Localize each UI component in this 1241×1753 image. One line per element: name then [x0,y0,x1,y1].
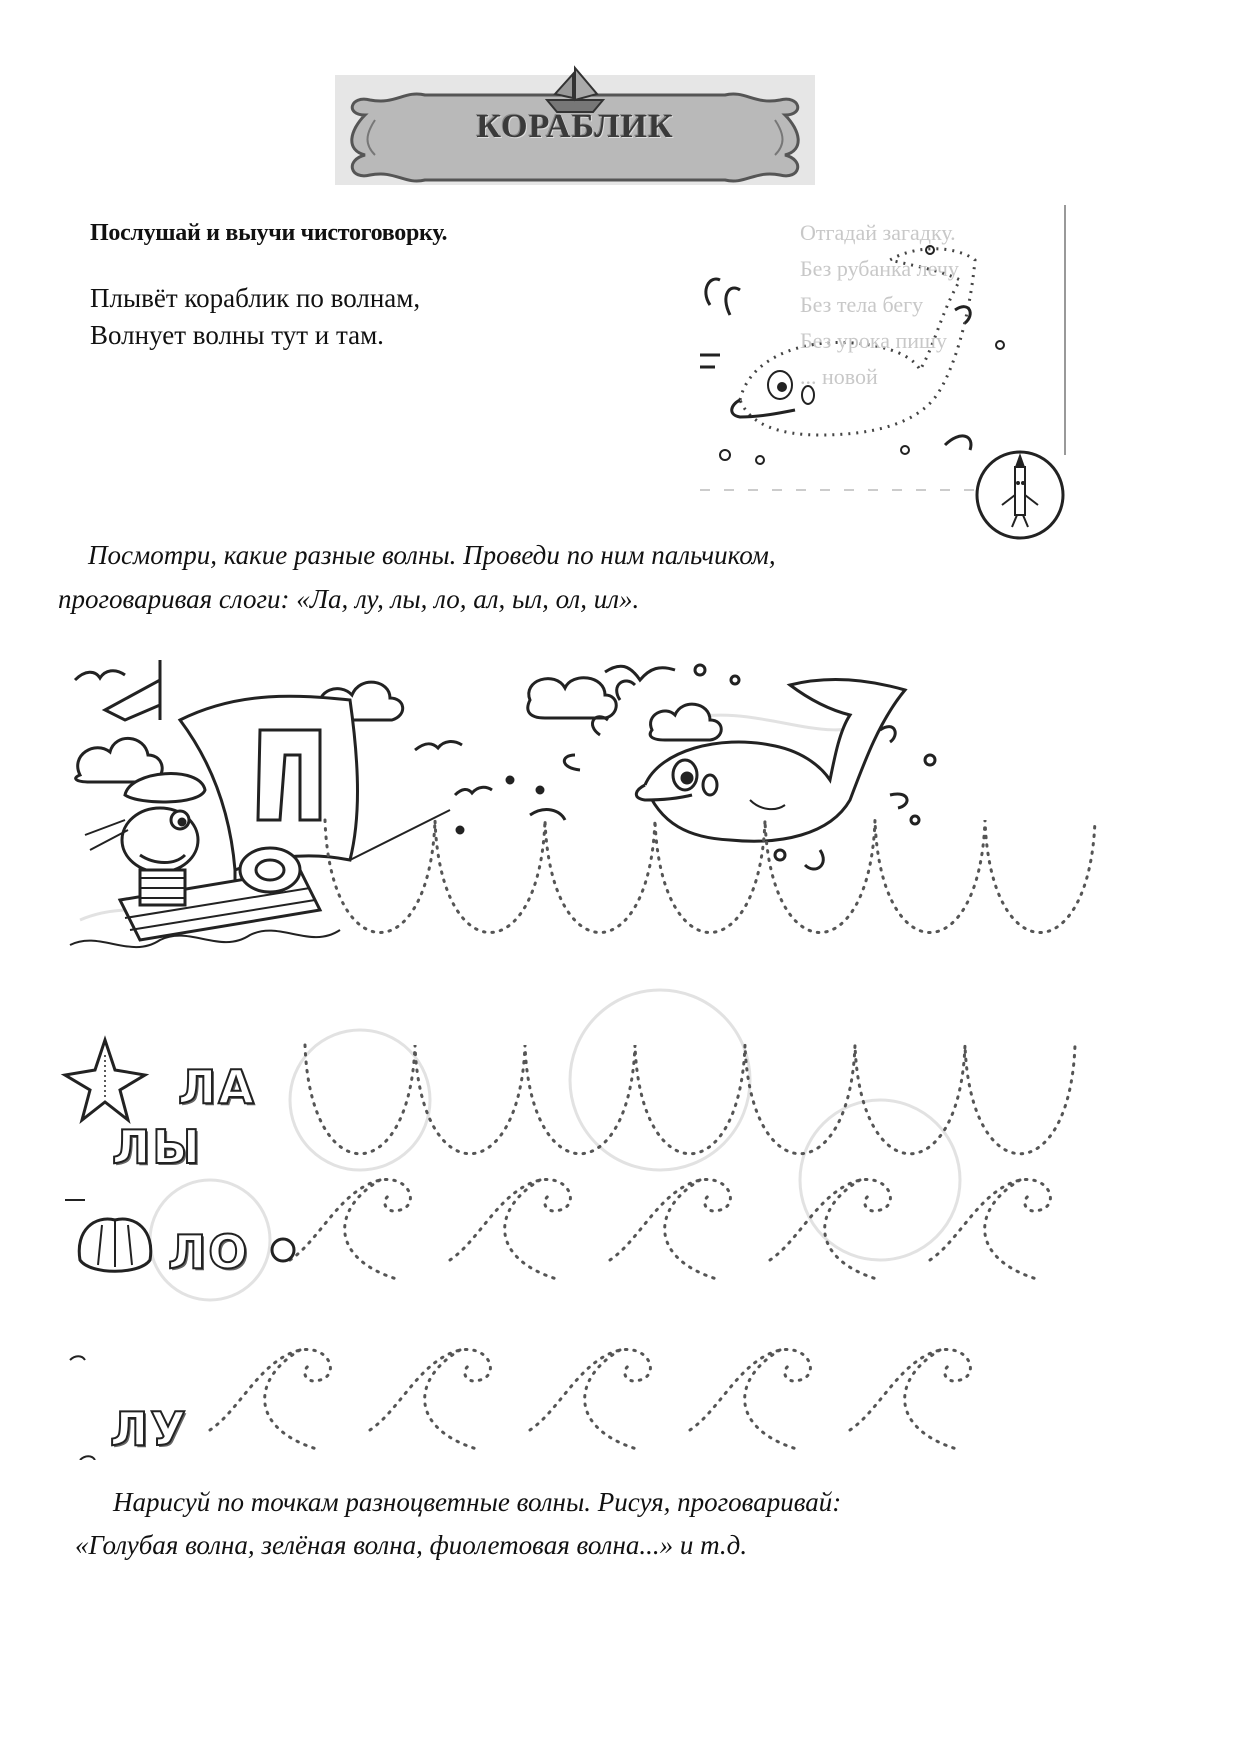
faded-riddle-line: Без тела бегу [800,292,924,317]
seashell-icon [79,1219,151,1271]
syllable-la: ЛА [178,1060,256,1114]
faded-riddle-line: ... новой [800,364,878,389]
wave-tracing-scene [60,660,1100,1460]
wave-track-curl [210,1349,970,1450]
syllable-lu: ЛУ [110,1402,188,1456]
dotted-wave-tracks [210,820,1095,1450]
instruction-draw-waves-line: Нарисуй по точкам разноцветные волны. Рисуя, проговаривай: [113,1487,842,1517]
instruction-draw-waves-line: «Голубая волна, зелёная волна, фиолетовая волна...» и т.д. [75,1530,748,1560]
tongue-twister-line: Плывёт кораблик по волнам, [90,283,421,313]
seagull-icon [75,671,125,680]
title-banner [335,60,815,190]
faded-riddle-line: Без урока пишу [800,328,947,353]
seagull-icon [415,742,462,750]
page-title: КОРАБЛИК [476,108,674,145]
faded-riddle-line: Без рубанка лечу [800,256,959,281]
instruction-listen: Послушай и выучи чистоговорку. [90,220,448,246]
seagull-icon [605,666,675,680]
pencil-character-icon [977,452,1063,538]
starfish-icon [65,1040,145,1120]
instruction-look-waves-line: проговаривая слоги: «Ла, лу, лы, ло, ал, ыл, ол, ил». [58,584,640,614]
faded-riddle-text [800,215,1070,395]
cloud-icon [650,704,721,740]
wave-track-curl [290,1179,1050,1280]
bubble-icon [272,1239,294,1261]
faded-riddle-line: Отгадай загадку. [800,220,956,245]
syllable-lo: ЛО [168,1225,250,1279]
dolphin-tracing-card [700,205,1070,545]
seagull-icon [455,787,492,795]
instruction-look-waves-line: Посмотри, какие разные волны. Проведи по ним пальчиком, [88,540,776,570]
syllable-ly: ЛЫ [112,1120,202,1174]
tongue-twister-line: Волнует волны тут и там. [90,320,384,350]
cloud-icon [528,678,616,718]
